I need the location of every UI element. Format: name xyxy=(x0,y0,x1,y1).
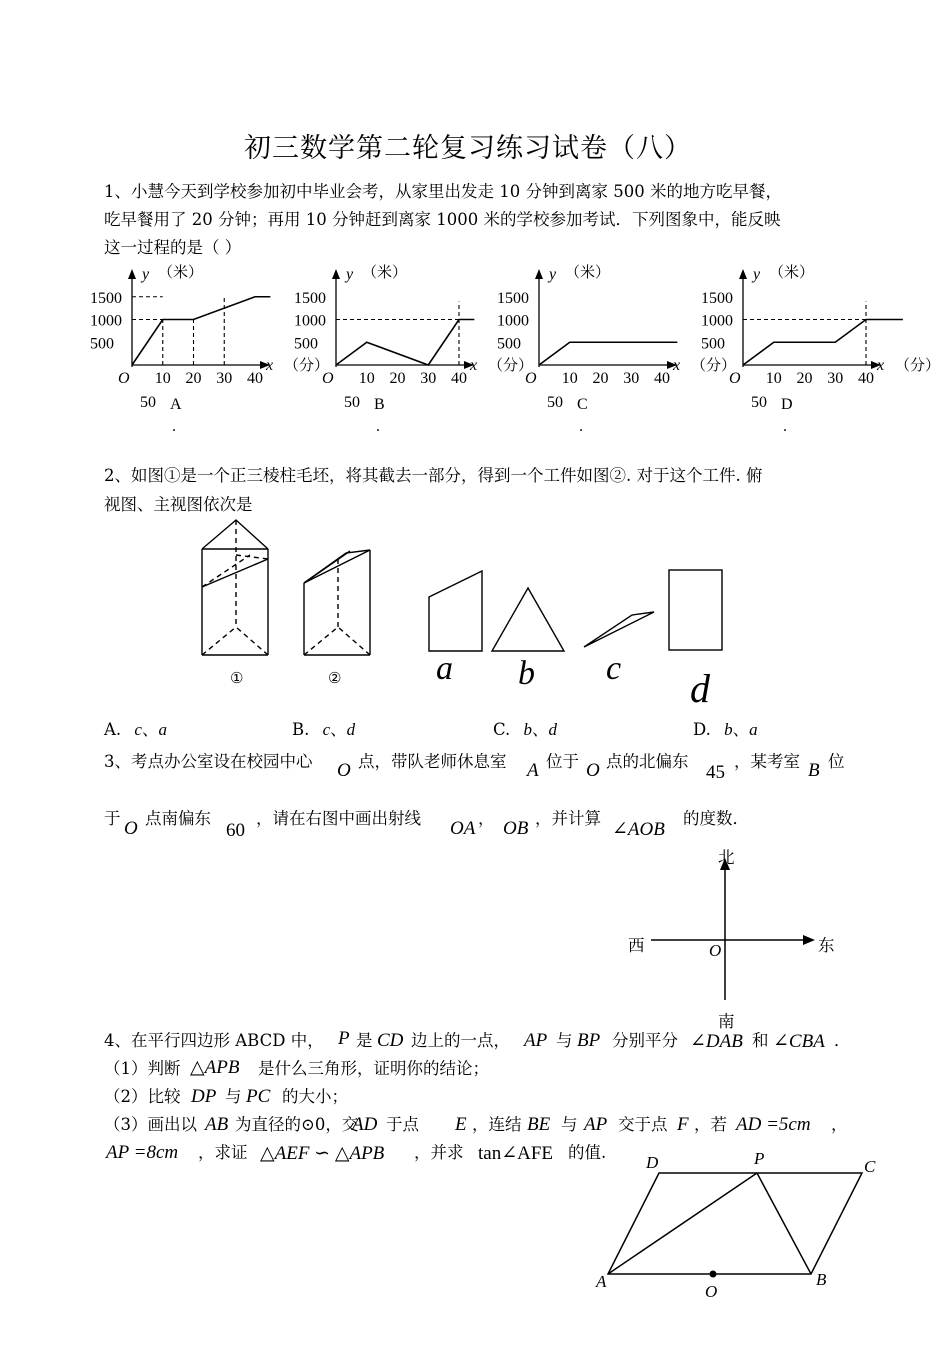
y-tick-label: 500 xyxy=(90,335,114,353)
q4-s1-b: 是什么三角形，证明你的结论； xyxy=(258,1059,489,1078)
compass-center: O xyxy=(709,941,722,960)
y-tick-label: 1500 xyxy=(701,289,733,307)
y-tick-label: 1500 xyxy=(294,289,326,307)
q4-s3-e: 与 xyxy=(561,1115,578,1134)
q3-O-2: O xyxy=(586,760,600,781)
q4-BP: BP xyxy=(577,1030,601,1051)
x-unit: （分） xyxy=(488,358,534,374)
y-tick-label: 500 xyxy=(294,335,318,353)
q4-s3-i: ，求证 xyxy=(198,1143,248,1162)
x-tick-label: 40 xyxy=(858,370,874,387)
q3-text-5: ，某考室 xyxy=(734,752,800,771)
x-label: x xyxy=(877,357,885,374)
option-dot: . xyxy=(376,418,380,435)
option-dot: . xyxy=(172,418,176,435)
parallelogram-figure xyxy=(0,1150,950,1350)
q4-AD-eq: AD =5cm xyxy=(736,1114,811,1135)
q4-text-7: ． xyxy=(834,1031,851,1050)
label-P: P xyxy=(754,1149,765,1168)
choice-first: b xyxy=(724,720,733,739)
choice-first: b xyxy=(523,720,533,739)
q3-text-10: ，并计算 xyxy=(535,809,601,828)
choice-letter: B. xyxy=(292,720,310,739)
y-label: y xyxy=(142,266,150,283)
y-tick-label: 1000 xyxy=(497,312,529,330)
shape-a-label: a xyxy=(436,650,453,687)
q4-DP: DP xyxy=(191,1086,217,1107)
q2-figures xyxy=(0,515,950,715)
q3-text-7: 于 xyxy=(104,809,121,828)
x-tick-label: 20 xyxy=(389,370,406,387)
q4-text-3: 边上的一点， xyxy=(411,1031,510,1050)
q3-text-9: ，请在右图中画出射线 xyxy=(256,809,421,828)
y-axis-arrow xyxy=(535,269,543,279)
choice-letter: A. xyxy=(104,720,122,739)
q3-A: A xyxy=(527,760,539,781)
q3-text-6: 位 xyxy=(828,752,845,771)
q3-angle-45: 45 xyxy=(706,762,725,783)
q4-text-1: 4、在平行四边形 ABCD 中， xyxy=(104,1031,324,1050)
q4-angle-DAB: ∠DAB xyxy=(690,1031,743,1052)
q1-line-3: 这一过程的是（ ） xyxy=(104,238,242,257)
q4-E: E xyxy=(455,1114,467,1135)
y-tick-label: 1000 xyxy=(701,312,733,330)
q4-s3-k: 的值. xyxy=(568,1143,607,1162)
y-unit: （米） xyxy=(158,265,204,281)
y-unit: （米） xyxy=(565,265,611,281)
choice-first: c xyxy=(322,720,331,739)
x-tick-label: 40 xyxy=(654,370,670,387)
y-axis-arrow xyxy=(739,269,747,279)
choice-sep: 、 xyxy=(532,720,549,739)
q4-s1-a: （1）判断 xyxy=(104,1059,181,1078)
option-dot: . xyxy=(783,418,787,435)
fig-1-label: ① xyxy=(230,671,244,687)
q3-B: B xyxy=(808,760,820,781)
x-tick-label: 30 xyxy=(420,370,437,387)
label-O: O xyxy=(705,1282,718,1301)
graph-line xyxy=(336,320,474,366)
x-tick-label: 30 xyxy=(827,370,844,387)
y-unit: （米） xyxy=(362,265,408,281)
compass-east: 东 xyxy=(818,936,835,955)
y-tick-label: 1000 xyxy=(90,312,122,330)
x-label: x xyxy=(470,357,478,374)
choice-second: a xyxy=(749,720,758,739)
q4-tan: tan∠AFE xyxy=(478,1143,554,1164)
q3-O-1: O xyxy=(337,760,351,781)
q4-s2-c: 的大小； xyxy=(282,1087,348,1106)
shape-c-label: c xyxy=(606,650,622,687)
x-unit: （分） xyxy=(284,358,330,374)
q4-similar: △AEF ∽ △APB xyxy=(260,1143,385,1164)
shape-d xyxy=(669,570,722,650)
choice-sep: 、 xyxy=(141,720,159,739)
q3-text-8: 点南偏东 xyxy=(145,809,211,828)
choice-letter: C. xyxy=(493,720,511,739)
q4-P: P xyxy=(338,1028,350,1049)
x-tick-label: 20 xyxy=(592,370,609,387)
page-title: 初三数学第二轮复习练习试卷（八） xyxy=(244,133,692,164)
shape-b-label: b xyxy=(518,655,535,692)
compass-south: 南 xyxy=(718,1012,735,1031)
q3-text-1: 3、考点办公室设在校园中心 xyxy=(104,752,313,771)
origin-label: O xyxy=(525,370,537,387)
q3-O-3: O xyxy=(124,818,138,839)
compass-west: 西 xyxy=(628,936,645,955)
x-tick-label-50: 50 xyxy=(751,394,767,411)
shape-c xyxy=(584,612,654,647)
choice-letter: D. xyxy=(693,720,711,739)
option-dot: . xyxy=(579,418,583,435)
y-axis-arrow xyxy=(128,269,136,279)
x-tick-label-50: 50 xyxy=(547,394,563,411)
q4-CD: CD xyxy=(377,1030,404,1051)
q4-AP: AP xyxy=(524,1030,548,1051)
option-label: D xyxy=(781,396,793,413)
x-tick-label: 10 xyxy=(358,370,375,387)
q4-s3-a: （3）画出以 xyxy=(104,1115,197,1134)
x-tick-label: 10 xyxy=(561,370,578,387)
origin-label: O xyxy=(729,370,741,387)
y-label: y xyxy=(549,266,557,283)
label-B: B xyxy=(816,1270,827,1289)
q2-line-1: 2、如图①是一个正三棱柱毛坯，将其截去一部分，得到一个工件如图②. 对于这个工件. 俯 xyxy=(104,466,763,485)
choice-first: c xyxy=(134,720,142,739)
x-tick-label: 30 xyxy=(623,370,640,387)
q4-text-4: 与 xyxy=(556,1031,573,1050)
q2-line-2: 视图、主视图依次是 xyxy=(104,495,253,514)
choice-second: d xyxy=(548,720,558,739)
origin-label: O xyxy=(118,370,130,387)
choice-sep: 、 xyxy=(330,720,347,739)
x-tick-label: 20 xyxy=(796,370,813,387)
x-label: x xyxy=(673,357,681,374)
q4-text-2: 是 xyxy=(356,1031,373,1050)
q1-line-2: 吃早餐用了 20 分钟；再用 10 分钟赶到离家 1000 米的学校参加考试．下列图象中，能反映 xyxy=(104,210,781,229)
label-A: A xyxy=(596,1272,607,1291)
q4-s3-g: ，若 xyxy=(694,1115,727,1134)
shape-b xyxy=(492,588,564,651)
q4-s3-h: ， xyxy=(831,1115,848,1134)
q4-s3-j: ，并求 xyxy=(414,1143,464,1162)
q3-ray-OB: OB xyxy=(503,818,529,839)
q4-s3-f: 交于点 xyxy=(618,1115,668,1134)
y-axis-arrow xyxy=(332,269,340,279)
q3-angle-AOB: ∠AOB xyxy=(612,819,665,840)
option-label: B xyxy=(374,396,385,413)
q4-AB: AB xyxy=(205,1114,229,1135)
y-tick-label: 500 xyxy=(701,335,725,353)
shape-d-label: d xyxy=(690,666,710,711)
q1-graphs xyxy=(0,255,950,455)
option-label: C xyxy=(577,396,588,413)
y-tick-label: 1500 xyxy=(90,289,122,307)
x-tick-label: 30 xyxy=(216,370,233,387)
prism-figure-2 xyxy=(304,550,370,655)
x-tick-label: 40 xyxy=(451,370,467,387)
q2-choice-d[interactable] xyxy=(693,716,758,740)
q3-text-3: 位于 xyxy=(546,752,579,771)
graph-line xyxy=(132,297,270,365)
q4-s2-b: 与 xyxy=(225,1087,242,1106)
q2-choice-b[interactable] xyxy=(292,716,355,740)
x-tick-label: 10 xyxy=(765,370,782,387)
q3-text-2: 点，带队老师休息室 xyxy=(358,752,507,771)
x-tick-label: 20 xyxy=(185,370,202,387)
fig-2-label: ② xyxy=(328,671,342,687)
x-label: x xyxy=(266,357,274,374)
q3-comma: ， xyxy=(478,809,495,828)
q4-s3-d: ，连结 xyxy=(472,1115,522,1134)
q4-text-5: 分别平分 xyxy=(612,1031,678,1050)
compass-figure xyxy=(0,840,950,1040)
y-unit: （米） xyxy=(769,265,815,281)
q2-choice-a[interactable] xyxy=(104,716,167,740)
label-C: C xyxy=(864,1157,876,1176)
q3-angle-60: 60 xyxy=(226,820,245,841)
q3-text-11: 的度数． xyxy=(683,809,749,828)
q3-ray-OA: OA xyxy=(450,818,476,839)
q4-AP-2: AP xyxy=(584,1114,608,1135)
choice-second: d xyxy=(346,720,356,739)
q2-choice-c[interactable] xyxy=(493,716,557,740)
q4-s2-a: （2）比较 xyxy=(104,1087,181,1106)
x-tick-label-50: 50 xyxy=(344,394,360,411)
q3-text-4: 点的北偏东 xyxy=(606,752,689,771)
x-unit: （分） xyxy=(691,358,737,374)
q4-s3-c: 于点 xyxy=(386,1115,419,1134)
y-tick-label: 1000 xyxy=(294,312,326,330)
x-unit: （分） xyxy=(895,358,941,374)
q4-tri-APB: △APB xyxy=(190,1057,240,1078)
x-tick-label: 10 xyxy=(154,370,171,387)
y-tick-label: 1500 xyxy=(497,289,529,307)
q1-line-1: 1、小慧今天到学校参加初中毕业会考，从家里出发走 10 分钟到离家 500 米的地方吃早餐， xyxy=(104,182,782,201)
q4-AD: AD xyxy=(352,1114,378,1135)
q4-F: F xyxy=(677,1114,689,1135)
q4-angle-CBA: ∠CBA xyxy=(773,1031,825,1052)
origin-label: O xyxy=(322,370,334,387)
compass-north: 北 xyxy=(718,848,735,867)
choice-sep: 、 xyxy=(732,720,750,739)
label-D: D xyxy=(646,1153,659,1172)
q4-s3-b: 为直径的⊙0，交 xyxy=(235,1115,359,1134)
shape-a xyxy=(429,571,482,651)
y-label: y xyxy=(753,266,761,283)
x-tick-label-50: 50 xyxy=(140,394,156,411)
option-label: A xyxy=(170,396,182,413)
q4-PC: PC xyxy=(246,1086,271,1107)
graph-line xyxy=(539,342,677,365)
y-label: y xyxy=(346,266,354,283)
x-tick-label: 40 xyxy=(247,370,263,387)
y-tick-label: 500 xyxy=(497,335,521,353)
prism-figure-1 xyxy=(202,520,268,655)
q4-text-6: 和 xyxy=(752,1031,769,1050)
choice-second: a xyxy=(158,720,167,739)
q4-BE: BE xyxy=(527,1114,551,1135)
q4-AP-eq: AP =8cm xyxy=(106,1142,179,1163)
